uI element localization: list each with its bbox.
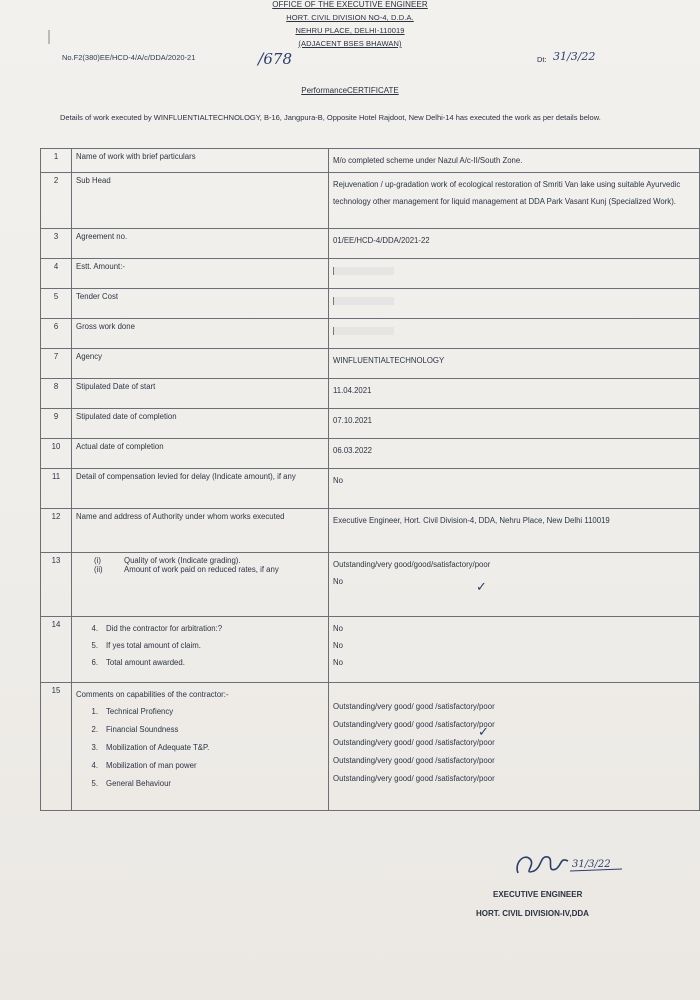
- sub-item: [76, 703, 324, 721]
- row-label: [72, 553, 329, 617]
- sub-item: [76, 739, 324, 757]
- row-number: 8: [41, 379, 72, 409]
- sub-item-label: General Behaviour: [106, 779, 172, 788]
- sub-item-value: Outstanding/very good/ good /satisfactory/poor: [333, 720, 495, 729]
- row-value: 11.04.2021: [329, 379, 700, 409]
- table-row: [41, 229, 700, 259]
- row-value: Executive Engineer, Hort. Civil Division-4, DDA, Nehru Place, New Delhi 110019: [329, 509, 700, 553]
- row-label: Gross work done: [72, 319, 329, 349]
- row-label: Actual date of completion: [72, 439, 329, 469]
- sub-item-label: If yes total amount of claim.: [106, 641, 201, 650]
- row-number: 9: [41, 409, 72, 439]
- row-number: 15: [41, 683, 72, 811]
- table-row: [41, 509, 700, 553]
- sub-item-value: Outstanding/very good/ good /satisfactory/poor: [333, 756, 495, 765]
- sub-item-number: 3.: [91, 743, 98, 752]
- sub-item-value: No: [333, 641, 343, 650]
- sub-item: [76, 565, 324, 574]
- sub-item-number: (ii): [94, 565, 103, 574]
- table-row: [41, 439, 700, 469]
- row-number: 2: [41, 173, 72, 229]
- row-label: Agency: [72, 349, 329, 379]
- row-value: [329, 683, 700, 811]
- row-number: 3: [41, 229, 72, 259]
- sub-item-label: Technical Profiency: [106, 707, 174, 716]
- address-heading: NEHRU PLACE, DELHI-110019: [295, 26, 405, 35]
- sub-item: [76, 556, 324, 565]
- signature-image: [512, 845, 632, 885]
- redacted-amount: [333, 297, 394, 305]
- sub-item-number: 5.: [91, 641, 98, 650]
- row-value: 06.03.2022: [329, 439, 700, 469]
- sub-item-number: 6.: [91, 658, 98, 667]
- table-row: [41, 409, 700, 439]
- office-heading: OFFICE OF THE EXECUTIVE ENGINEER: [272, 0, 428, 9]
- table-row: [41, 553, 700, 617]
- row-value: M/o completed scheme under Nazul A/c-II/South Zone.: [329, 149, 700, 173]
- sub-item-label: Did the contractor for arbitration:?: [106, 624, 223, 633]
- sub-item: [76, 775, 324, 793]
- sub-item-number: 4.: [91, 624, 98, 633]
- redacted-amount: [333, 327, 394, 335]
- sub-item: [76, 721, 324, 739]
- sub-item-value: Outstanding/very good/ good /satisfactory/poor: [333, 738, 495, 747]
- sub-item: [76, 654, 324, 671]
- adjacent-heading: (ADJACENT BSES BHAWAN): [298, 39, 402, 48]
- row-value: 07.10.2021: [329, 409, 700, 439]
- division-heading: HORT. CIVIL DIVISION NO-4, D.D.A.: [286, 13, 414, 22]
- sub-item-label: Mobilization of man power: [106, 761, 197, 770]
- row-value: [329, 319, 700, 349]
- row-label: Detail of compensation levied for delay (Indicate amount), if any: [72, 469, 329, 509]
- row-value: [329, 553, 700, 617]
- table-row: [41, 319, 700, 349]
- sub-item-label: Financial Soundness: [106, 725, 179, 734]
- row-value: 01/EE/HCD-4/DDA/2021-22: [329, 229, 700, 259]
- row-number: 12: [41, 509, 72, 553]
- signature-date: 31/3/22: [572, 859, 611, 870]
- table-row: [41, 349, 700, 379]
- sub-item: [76, 637, 324, 654]
- sub-item-number: 2.: [91, 725, 98, 734]
- tick-mark-capabilities: ✓: [478, 725, 489, 740]
- row-label: Estt. Amount:-: [72, 259, 329, 289]
- table-row: [41, 617, 700, 683]
- sub-item-number: 4.: [91, 761, 98, 770]
- signatory-division: HORT. CIVIL DIVISION-IV,DDA: [476, 909, 589, 918]
- redacted-amount: [333, 267, 394, 275]
- reference-number: No.F2(380)EE/HCD-4/A/c/DDA/2020-21: [62, 53, 196, 62]
- row-value: Rejuvenation / up-gradation work of ecological restoration of Smriti Van lake using suitable Ayurvedic technology other management for liquid management at DDA Park Vasant Kunj (Specialized Work).: [329, 173, 700, 229]
- sub-item-label: Amount of work paid on reduced rates, if any: [124, 565, 279, 574]
- sub-item-value: No: [333, 577, 343, 586]
- sub-item-label: Mobilization of Adequate T&P.: [106, 743, 210, 752]
- row-value: No: [329, 469, 700, 509]
- table-row: [41, 379, 700, 409]
- table-row: [41, 289, 700, 319]
- row-label: Stipulated date of completion: [72, 409, 329, 439]
- sub-item-value: Outstanding/very good/good/satisfactory/poor: [333, 560, 491, 569]
- row-number: 11: [41, 469, 72, 509]
- sub-item-number: (i): [94, 556, 101, 565]
- sub-item-label: Quality of work (Indicate grading).: [124, 556, 241, 565]
- row-label: Name of work with brief particulars: [72, 149, 329, 173]
- row-label: Name and address of Authority under whom works executed: [72, 509, 329, 553]
- row-label: [72, 617, 329, 683]
- row-value: [329, 259, 700, 289]
- table-row: [41, 259, 700, 289]
- sub-item-value: Outstanding/very good/ good /satisfactory/poor: [333, 774, 495, 783]
- row-number: 6: [41, 319, 72, 349]
- row-number: 1: [41, 149, 72, 173]
- row-number: 4: [41, 259, 72, 289]
- sub-item: [76, 757, 324, 775]
- row-label: Sub Head: [72, 173, 329, 229]
- sub-item: [76, 620, 324, 637]
- row-value: WINFLUENTIALTECHNOLOGY: [329, 349, 700, 379]
- table-row: [41, 469, 700, 509]
- row-label: Tender Cost: [72, 289, 329, 319]
- row-label: Agreement no.: [72, 229, 329, 259]
- row-number: 5: [41, 289, 72, 319]
- tick-mark-quality: ✓: [476, 580, 487, 595]
- sub-item-value: Outstanding/very good/ good /satisfactory/poor: [333, 702, 495, 711]
- table-row: [41, 683, 700, 811]
- row-label: Stipulated Date of start: [72, 379, 329, 409]
- sub-item-value: No: [333, 624, 343, 633]
- row-number: 10: [41, 439, 72, 469]
- row-value: [329, 617, 700, 683]
- row-label: [72, 683, 329, 811]
- handwritten-date: 31/3/22: [553, 50, 596, 63]
- sub-item-number: 1.: [91, 707, 98, 716]
- intro-paragraph: Details of work executed by WINFLUENTIALTECHNOLOGY, B-16, Jangpura-B, Opposite Hotel Rajdoot, New Delhi-14 has executed the work as per details below.: [60, 113, 601, 122]
- row-value: [329, 289, 700, 319]
- handwritten-reference: /678: [258, 49, 293, 68]
- sub-item-value: No: [333, 658, 343, 667]
- table-row: [41, 149, 700, 173]
- row-number: 14: [41, 617, 72, 683]
- row-number: 13: [41, 553, 72, 617]
- capabilities-heading: Comments on capabilities of the contractor:-: [76, 690, 229, 699]
- date-label: Dt:: [537, 55, 547, 64]
- details-table: [40, 148, 700, 811]
- table-row: [41, 173, 700, 229]
- sub-item-label: Total amount awarded.: [106, 658, 185, 667]
- signatory-title: EXECUTIVE ENGINEER: [493, 890, 583, 899]
- certificate-title: PerformanceCERTIFICATE: [301, 86, 399, 95]
- sub-item-number: 5.: [91, 779, 98, 788]
- row-number: 7: [41, 349, 72, 379]
